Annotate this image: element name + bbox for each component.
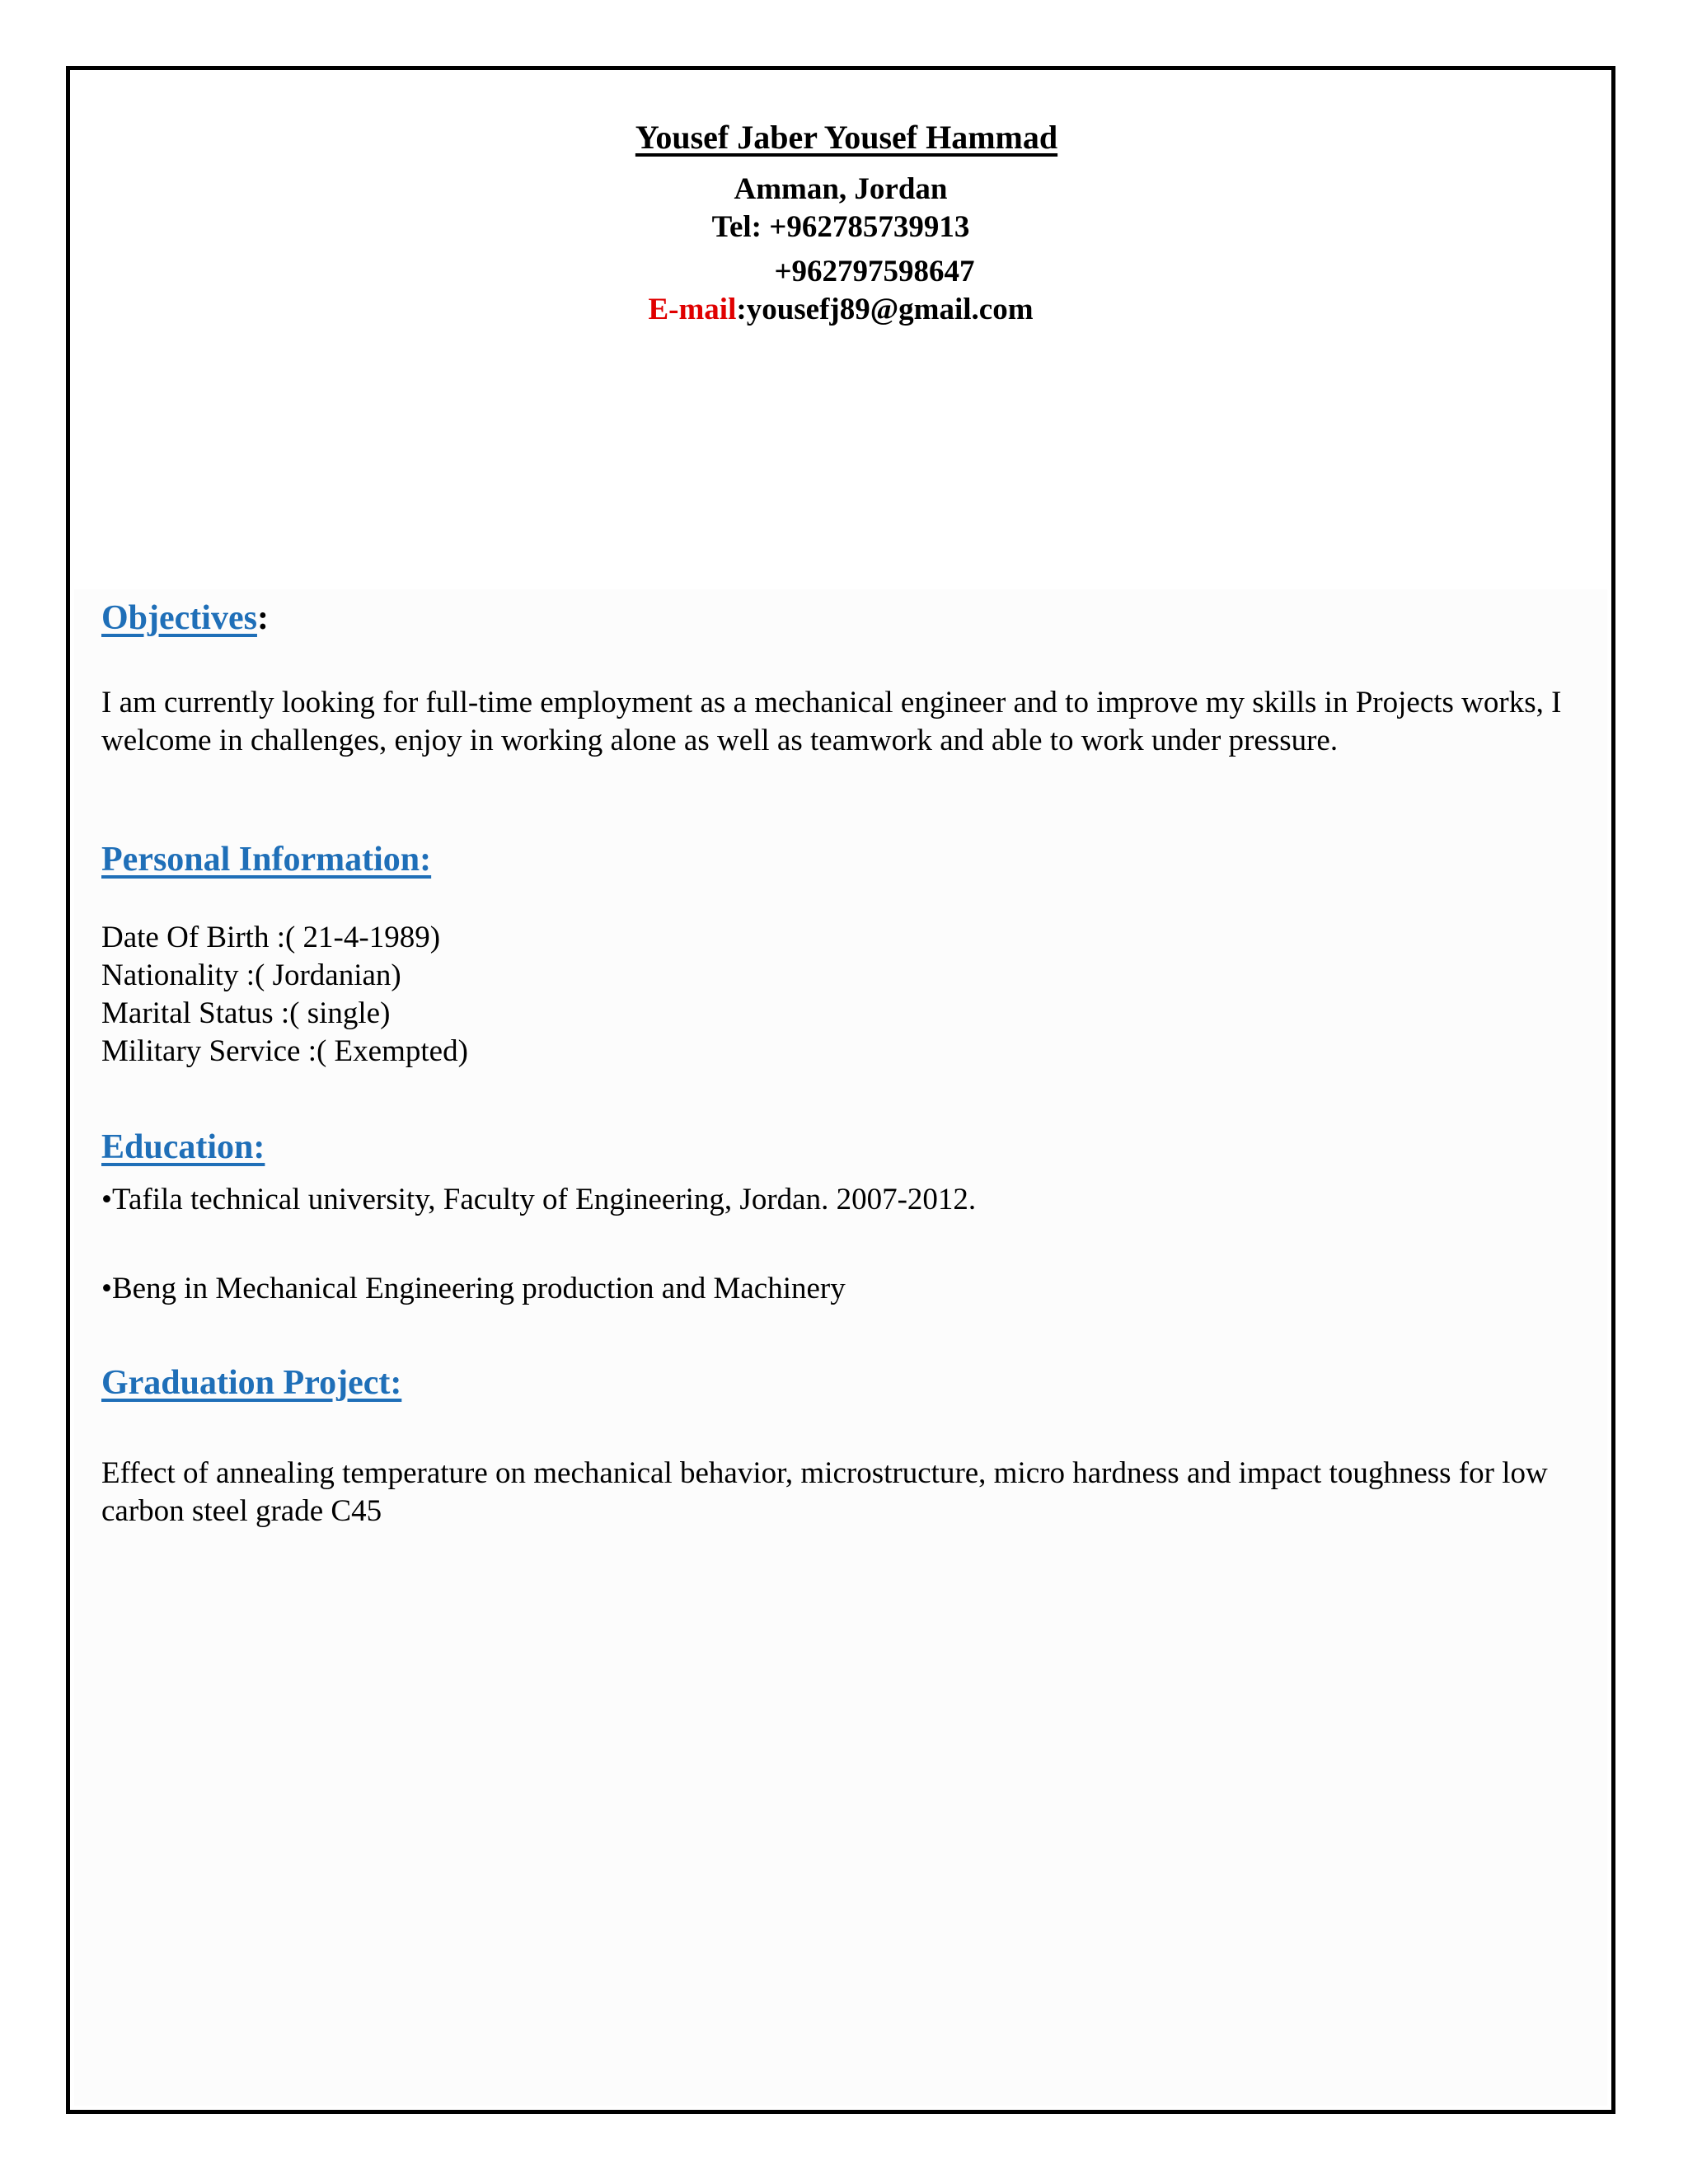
- list-item: Marital Status :( single): [101, 996, 391, 1030]
- email-line: [70, 291, 1611, 329]
- page-background: [74, 589, 1607, 2106]
- personal-information-heading: Personal Information:: [101, 841, 432, 879]
- list-item: Date Of Birth :( 21-4-1989): [101, 921, 441, 954]
- list-item: •Tafila technical university, Faculty of Engineering, Jordan. 2007-2012.: [101, 1183, 977, 1216]
- list-item: Nationality :( Jordanian): [101, 958, 401, 992]
- graduation-project-text: [101, 1455, 1577, 1530]
- education-heading: Education:: [101, 1128, 265, 1166]
- candidate-name: Yousef Jaber Yousef Hammad: [635, 119, 1058, 156]
- phone-label: Tel:: [711, 210, 770, 244]
- resume-header: [70, 118, 1611, 329]
- phone-line: [70, 209, 1611, 246]
- location: Amman, Jordan: [734, 172, 948, 206]
- email-separator: :: [736, 293, 747, 326]
- phone-primary[interactable]: +962785739913: [769, 210, 970, 244]
- education-item-2: [101, 1270, 1577, 1308]
- graduation-project-paragraph: Effect of annealing temperature on mechanical behavior, microstructure, micro hardness and impact toughness for low carbon steel grade C45: [101, 1456, 1548, 1528]
- resume-page: [66, 66, 1615, 2114]
- objectives-heading-text: Objectives: [101, 599, 257, 637]
- objectives-paragraph: I am currently looking for full-time employment as a mechanical engineer and to improve my skills in Projects works, I welcome in challenges, enjoy in working alone as well as teamwork and able to work under pressure.: [101, 686, 1562, 757]
- education-item-1: [101, 1181, 1577, 1219]
- email-address[interactable]: yousefj89@gmail.com: [746, 293, 1034, 326]
- list-item: •Beng in Mechanical Engineering production and Machinery: [101, 1272, 846, 1305]
- list-item: Military Service :( Exempted): [101, 1034, 468, 1068]
- email-label: E-mail: [648, 293, 737, 326]
- graduation-project-heading: Graduation Project:: [101, 1364, 402, 1402]
- objectives-heading: [101, 598, 269, 639]
- objectives-text: [101, 684, 1577, 760]
- personal-information-list: [101, 919, 1577, 1071]
- objectives-heading-colon: :: [256, 599, 269, 637]
- phone-secondary[interactable]: +962797598647: [774, 255, 975, 288]
